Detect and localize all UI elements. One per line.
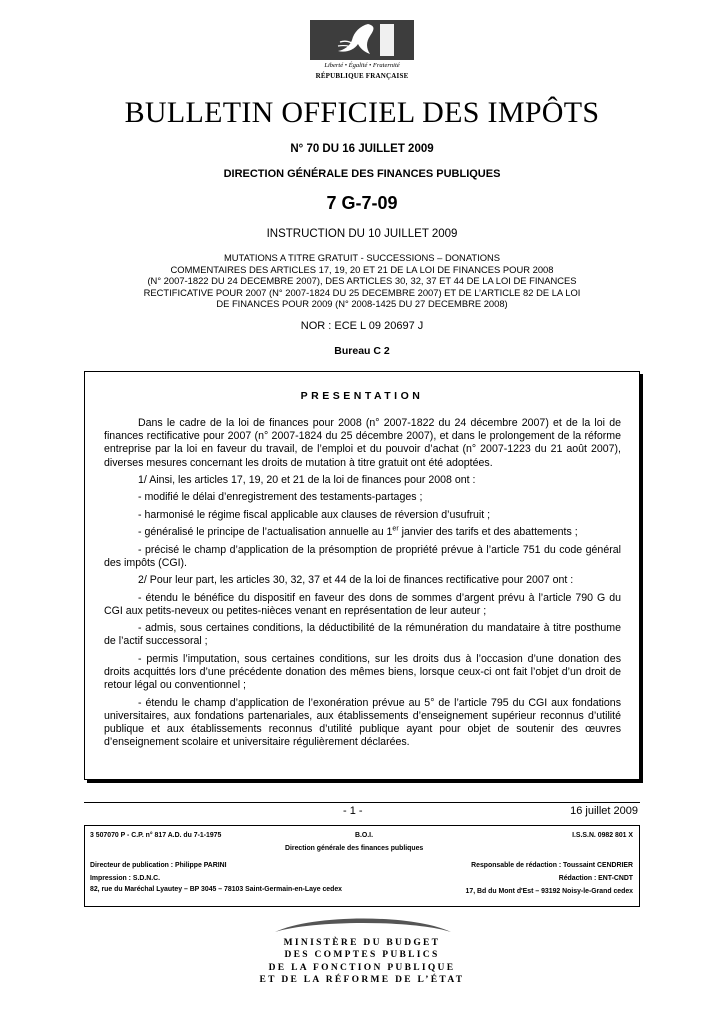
section-2-heading: 2/ Pour leur part, les articles 30, 32, 37 et 44 de la loi de finances rectificative pour 2007 ont : [138, 574, 574, 587]
subject-line: COMMENTAIRES DES ARTICLES 17, 19, 20 ET 21 DE LA LOI DE FINANCES POUR 2008 [170, 263, 554, 275]
section-1-item: - précisé le champ d’application de la présomption de propriété prévue à l’article 751 du code général des impôts (CGI). [104, 543, 621, 569]
page-number: - 1 - [343, 805, 363, 817]
republic-label: RÉPUBLIQUE FRANÇAISE [315, 72, 409, 80]
motto: Liberté • Égalité • Fraternité [324, 62, 400, 69]
marianne-logo [310, 20, 414, 82]
marianne-emblem-icon [310, 20, 414, 60]
presentation-body [104, 417, 621, 754]
section-1-heading: 1/ Ainsi, les articles 17, 19, 20 et 21 de la loi de finances pour 2008 ont : [138, 474, 476, 486]
section-2-item: - admis, sous certaines conditions, la déductibilité de la rémunération du mandataire à titre posthume de l’actif successoral ; [104, 622, 621, 648]
presentation-box [84, 371, 640, 780]
printing: Impression : S.D.N.C. [90, 875, 161, 882]
direction-name: DIRECTION GÉNÉRALE DES FINANCES PUBLIQUES [223, 168, 501, 180]
page-title: BULLETIN OFFICIEL DES IMPÔTS [124, 96, 600, 129]
publisher: Directeur de publication : Philippe PARINI [90, 862, 227, 869]
section-2-item: - étendu le champ d’application de l’exonération prévue au 5° de l’article 795 du CGI aux fondations universitaires, aux fondations partenariales, aux établissements d’enseignement supérieur reconnus d’utilité publique et aux établissements reconnus d’utilité publique ayant pour objet de soutenir des œuvres d’enseignement scolaire et universitaire régulièrement déclarées. [104, 696, 621, 749]
item-text: janvier des tarifs et des abattements ; [398, 526, 578, 539]
section-1-item [104, 526, 621, 539]
reference-code: 7 G-7-09 [326, 193, 398, 213]
intro-paragraph: Dans le cadre de la loi de finances pour 2008 (n° 2007-1822 du 24 décembre 2007) et de la loi de finances rectificative pour 2007 (n° 2007-1824 du 25 décembre 2007), et dans le prolongement de la réforme entreprise par la loi en faveur du travail, de l’emploi et du pouvoir d’achat (n° 2007-1223 du 21 août 2007), diverses mesures concernant les droits de mutation à titre gratuit ont été adoptées. [104, 417, 621, 469]
redaction: Rédaction : ENT-CNDT [558, 875, 633, 882]
subject-line: (N° 2007-1822 DU 24 DECEMBRE 2007), DES ARTICLES 30, 32, 37 ET 44 DE LA LOI DE FINANCES [147, 275, 577, 287]
presentation-title: PRESENTATION [300, 390, 424, 402]
issue-number: N° 70 DU 16 JUILLET 2009 [290, 143, 434, 155]
bureau-label: Bureau C 2 [334, 345, 390, 357]
subject-line: MUTATIONS A TITRE GRATUIT - SUCCESSIONS – DONATIONS [223, 252, 501, 263]
footer-divider [84, 802, 640, 803]
section-2-item: - permis l’imputation, sous certaines conditions, sur les droits dus à l’occasion d’une donation des droits acquittés lors d’une précédente donation des mêmes biens, lorsque ceux-ci ont fait l’objet d’un droit de retour légal ou conventionnel ; [104, 652, 621, 692]
superscript: er [392, 525, 399, 533]
item-text: - généralisé le principe de l’actualisation annuelle au 1 [138, 526, 393, 539]
section-1-item: - modifié le délai d’enregistrement des testaments-partages ; [138, 491, 423, 504]
ministry-line: MINISTÈRE DU BUDGET [283, 938, 441, 948]
section-2-item: - étendu le bénéfice du dispositif en faveur des dons de sommes d’argent prévu à l’article 790 G du CGI aux petits-neveux ou petites-nièces venant en représentation de leur auteur ; [104, 591, 621, 617]
publication-code: 3 507070 P - C.P. n° 817 A.D. du 7-1-1975 [90, 832, 222, 839]
dgfp-label: Direction générale des finances publiques [285, 845, 424, 852]
boi-label: B.O.I. [355, 832, 373, 839]
subject-line: RECTIFICATIVE POUR 2007 (N° 2007-1824 DU 25 DECEMBRE 2007) ET DE L’ARTICLE 82 DE LA LOI [143, 286, 581, 298]
subject-line: DE FINANCES POUR 2009 (N° 2008-1425 DU 27 DECEMBRE 2008) [216, 298, 508, 310]
ministry-arc-icon [273, 912, 453, 934]
ministry-name [250, 937, 474, 986]
ministry-line: DE LA FONCTION PUBLIQUE [268, 962, 456, 973]
section-1-item: - harmonisé le régime fiscal applicable aux clauses de réversion d’usufruit ; [138, 508, 491, 521]
nor-reference: NOR : ECE L 09 20697 J [300, 320, 424, 332]
page-date: 16 juillet 2009 [570, 805, 638, 817]
ministry-line: ET DE LA RÉFORME DE L’ÉTAT [259, 974, 465, 985]
ministry-line: DES COMPTES PUBLICS [284, 950, 440, 961]
editor: Responsable de rédaction : Toussaint CENDRIER [471, 862, 633, 869]
subject-block [0, 252, 724, 310]
issn: I.S.S.N. 0982 801 X [572, 832, 633, 839]
address-left: 82, rue du Maréchal Lyautey – BP 3045 – 78103 Saint-Germain-en-Laye cedex [90, 886, 343, 893]
instruction-date: INSTRUCTION DU 10 JUILLET 2009 [266, 228, 458, 240]
publication-info-box [84, 825, 640, 907]
address-right: 17, Bd du Mont d'Est – 93192 Noisy-le-Grand cedex [465, 888, 633, 895]
